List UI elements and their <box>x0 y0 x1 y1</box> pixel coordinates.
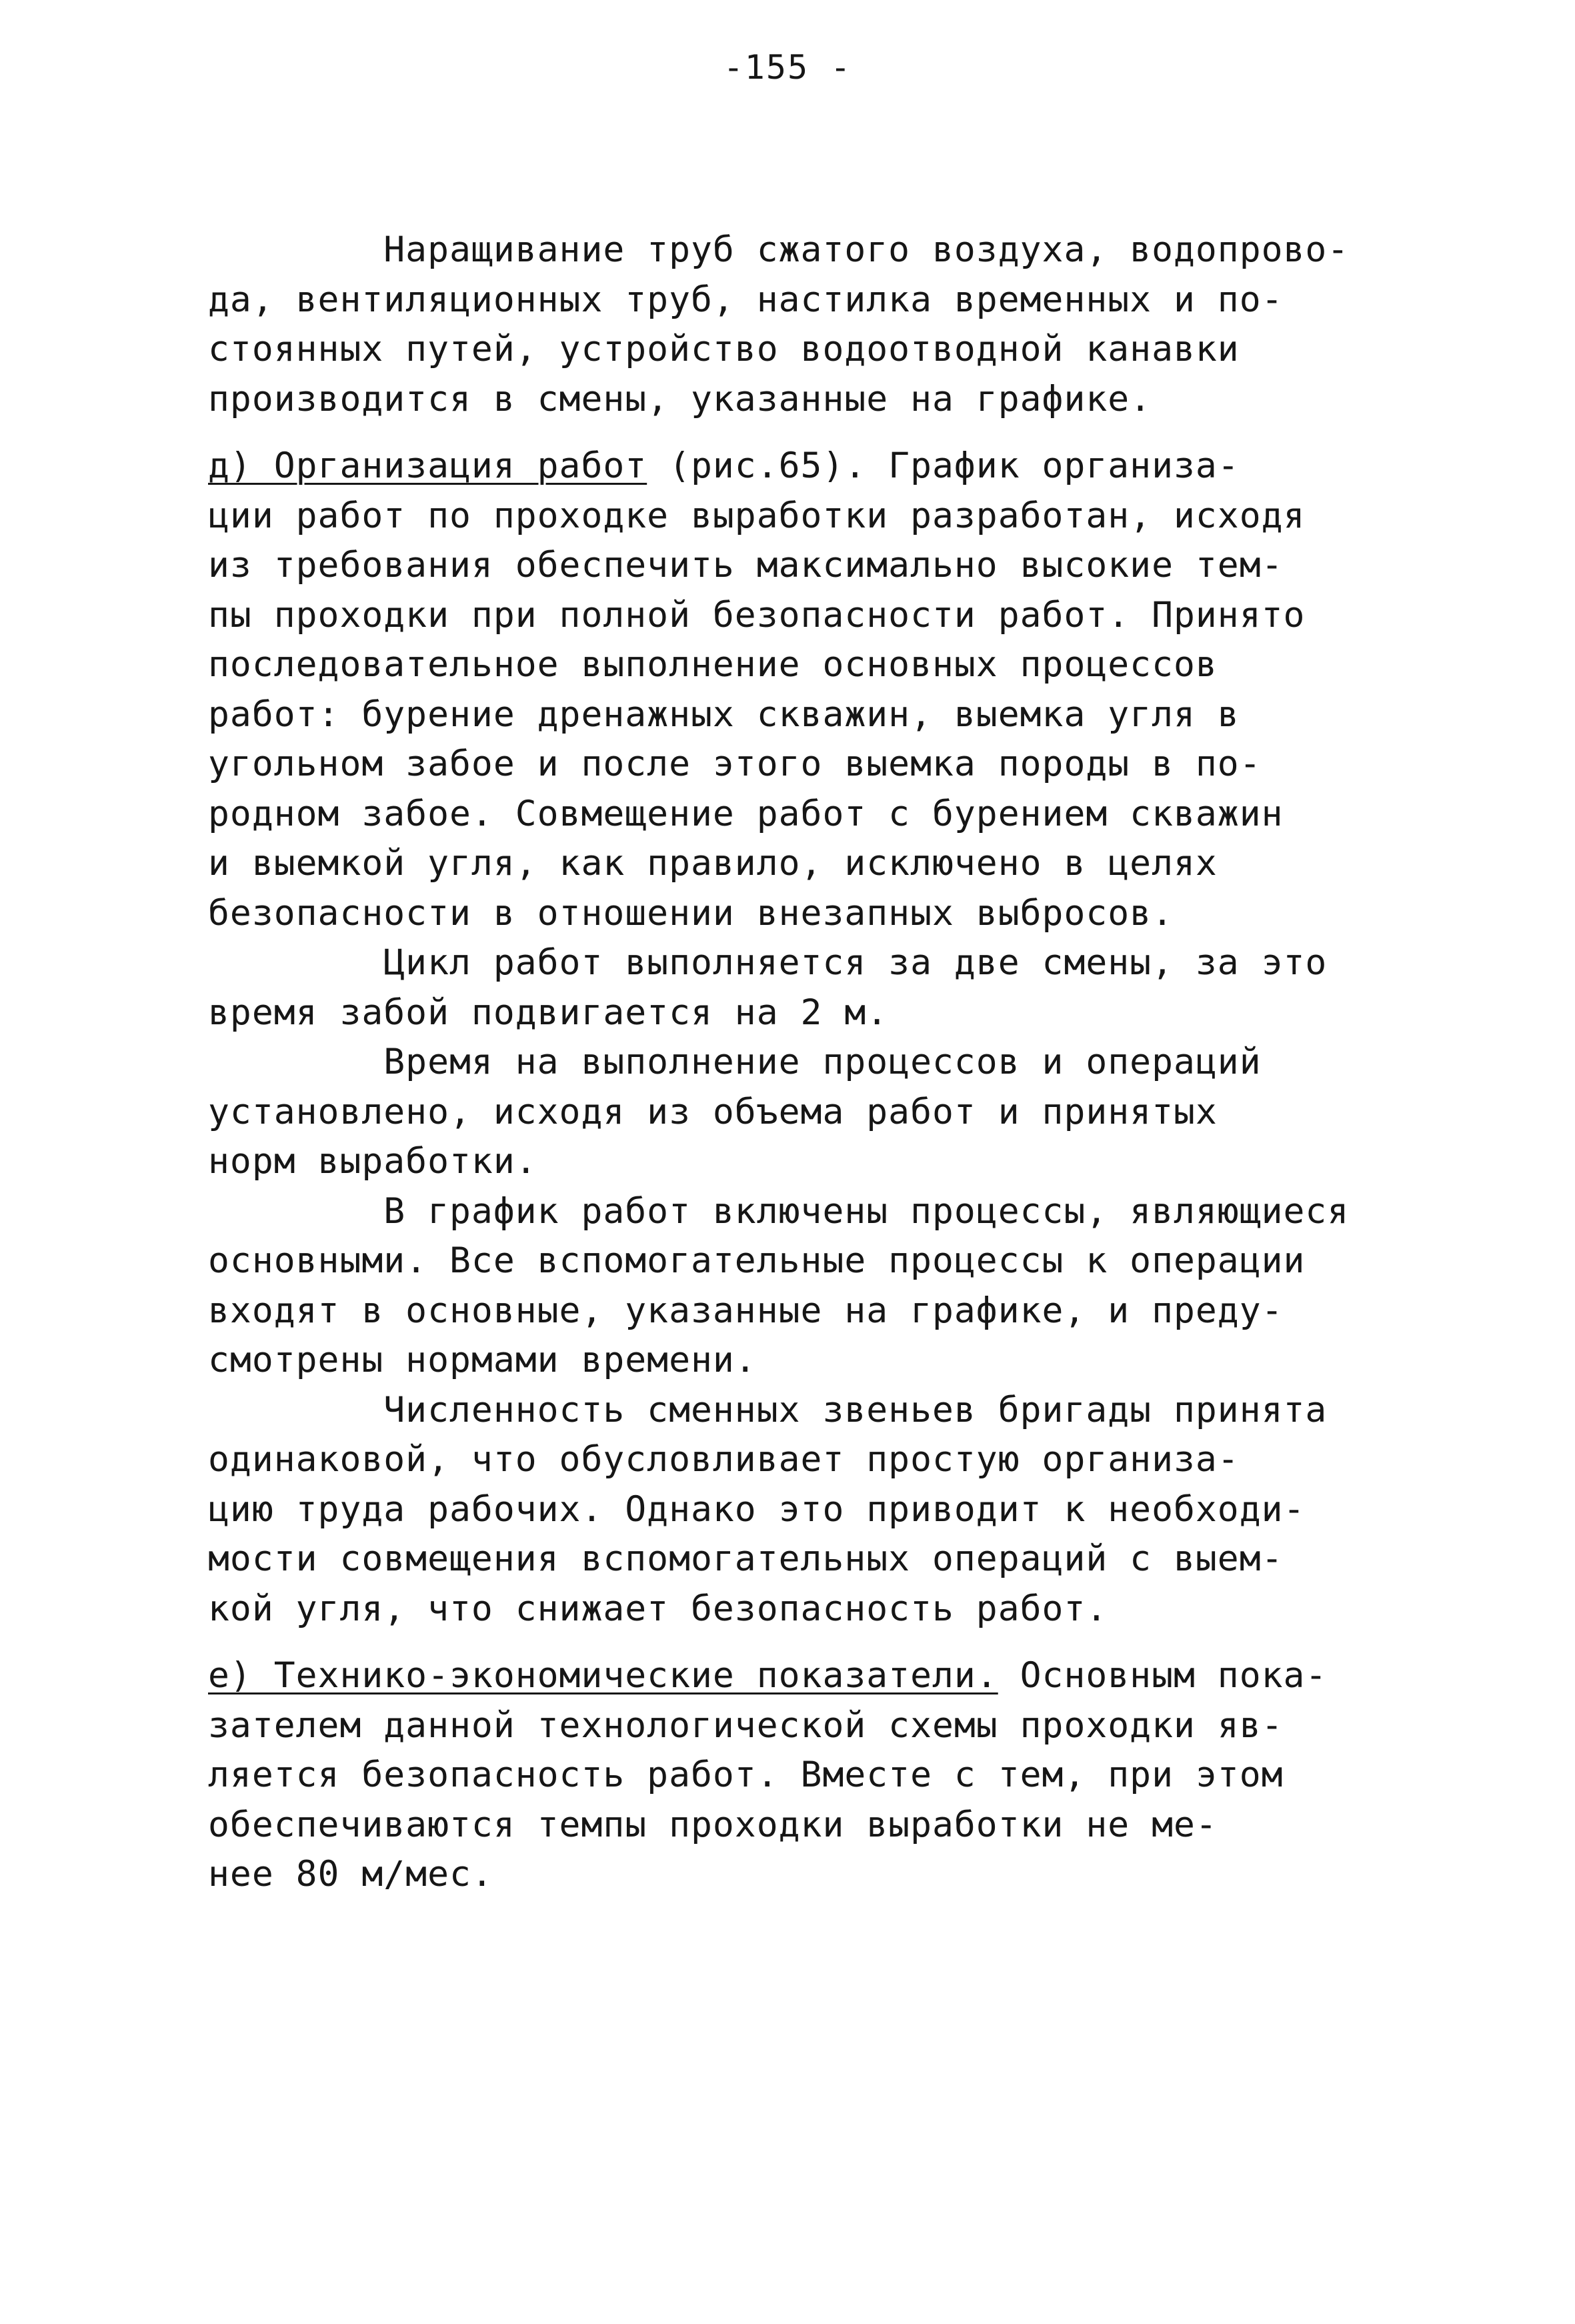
line-text: мости совмещения вспомогательных операций с выем- <box>208 1538 1284 1579</box>
text-line <box>208 889 1448 939</box>
line-text: угольном забое и после этого выемка породы в по- <box>208 744 1262 784</box>
text-line <box>208 591 1448 641</box>
text-line <box>208 375 1448 425</box>
line-text: Основным пока- <box>998 1655 1328 1696</box>
text-line <box>208 690 1448 740</box>
text-line <box>208 790 1448 840</box>
line-text: и выемкой угля, как правило, исключено в целях <box>208 843 1218 884</box>
text-line <box>208 541 1448 591</box>
line-text: В график работ включены процессы, являющиеся <box>208 1190 1350 1232</box>
line-text: последовательное выполнение основных процессов <box>208 644 1218 685</box>
line-text: да, вентиляционных труб, настилка временных и по- <box>208 279 1284 320</box>
text-line <box>208 1701 1448 1751</box>
paragraph-gap <box>208 424 1448 441</box>
text-line <box>208 1137 1448 1187</box>
line-text: стоянных путей, устройство водоотводной канавки <box>208 329 1240 369</box>
line-text: норм выработки. <box>208 1141 537 1182</box>
text-line <box>208 1485 1448 1535</box>
line-text: Цикл работ выполняется за две смены, за это <box>208 942 1328 983</box>
line-text: нее 80 м/мес. <box>208 1854 493 1895</box>
text-line <box>208 325 1448 375</box>
text-line <box>208 441 1448 491</box>
text-line <box>208 938 1448 988</box>
line-text: Время на выполнение процессов и операций <box>208 1042 1262 1082</box>
text-line <box>208 491 1448 541</box>
line-text: родном забое. Совмещение работ с бурением скважин <box>208 793 1284 834</box>
text-line <box>208 1801 1448 1851</box>
text-line <box>208 1584 1448 1634</box>
line-text: ции работ по проходке выработки разработан, исходя <box>208 495 1306 536</box>
line-text: из требования обеспечить максимально высокие тем- <box>208 545 1284 586</box>
paragraph-gap <box>208 1634 1448 1651</box>
line-text: установлено, исходя из объема работ и принятых <box>208 1091 1218 1132</box>
text-line <box>208 1038 1448 1088</box>
text-line <box>208 988 1448 1038</box>
line-text: ляется безопасность работ. Вместе с тем, при этом <box>208 1755 1284 1795</box>
paragraph-p2 <box>208 441 1448 1634</box>
text-line <box>208 1088 1448 1138</box>
text-line <box>208 1336 1448 1386</box>
section-heading: д) Организация работ <box>208 445 647 486</box>
line-text: кой угля, что снижает безопасность работ. <box>208 1588 1108 1629</box>
text-line <box>208 740 1448 790</box>
section-heading: е) Технико-экономические показатели. <box>208 1655 998 1696</box>
line-text: работ: бурение дренажных скважин, выемка угля в <box>208 694 1240 735</box>
text-line <box>208 275 1448 325</box>
line-text: смотрены нормами времени. <box>208 1340 757 1380</box>
line-text: безопасности в отношении внезапных выбросов. <box>208 892 1174 934</box>
paragraph-p1 <box>208 225 1448 424</box>
text-line <box>208 1435 1448 1485</box>
line-text: входят в основные, указанные на графике, и преду- <box>208 1290 1284 1331</box>
text-line <box>208 1286 1448 1336</box>
text-line <box>208 1236 1448 1286</box>
line-text: зателем данной технологической схемы проходки яв- <box>208 1704 1284 1746</box>
line-text: цию труда рабочих. Однако это приводит к необходи- <box>208 1488 1306 1530</box>
line-text: (рис.65). График организа- <box>647 445 1240 486</box>
text-line <box>208 839 1448 889</box>
paragraph-p3 <box>208 1651 1448 1900</box>
text-line <box>208 225 1448 275</box>
text-line <box>208 1751 1448 1801</box>
body-text <box>208 225 1448 1900</box>
line-text: основными. Все вспомогательные процессы к операции <box>208 1240 1306 1281</box>
line-text: время забой подвигается на 2 м. <box>208 992 889 1033</box>
line-text: производится в смены, указанные на графике. <box>208 378 1152 419</box>
page-number: -155 - <box>723 48 852 87</box>
text-line <box>208 640 1448 690</box>
text-line <box>208 1651 1448 1701</box>
line-text: Наращивание труб сжатого воздуха, водопрово- <box>208 229 1350 270</box>
line-text: одинаковой, что обусловливает простую организа- <box>208 1439 1240 1480</box>
text-line <box>208 1534 1448 1584</box>
text-line <box>208 1386 1448 1436</box>
text-line <box>208 1850 1448 1900</box>
line-text: пы проходки при полной безопасности работ. Принято <box>208 594 1306 636</box>
line-text: обеспечиваются темпы проходки выработки не ме- <box>208 1804 1218 1845</box>
line-text: Численность сменных звеньев бригады принята <box>208 1389 1328 1430</box>
text-line <box>208 1187 1448 1237</box>
